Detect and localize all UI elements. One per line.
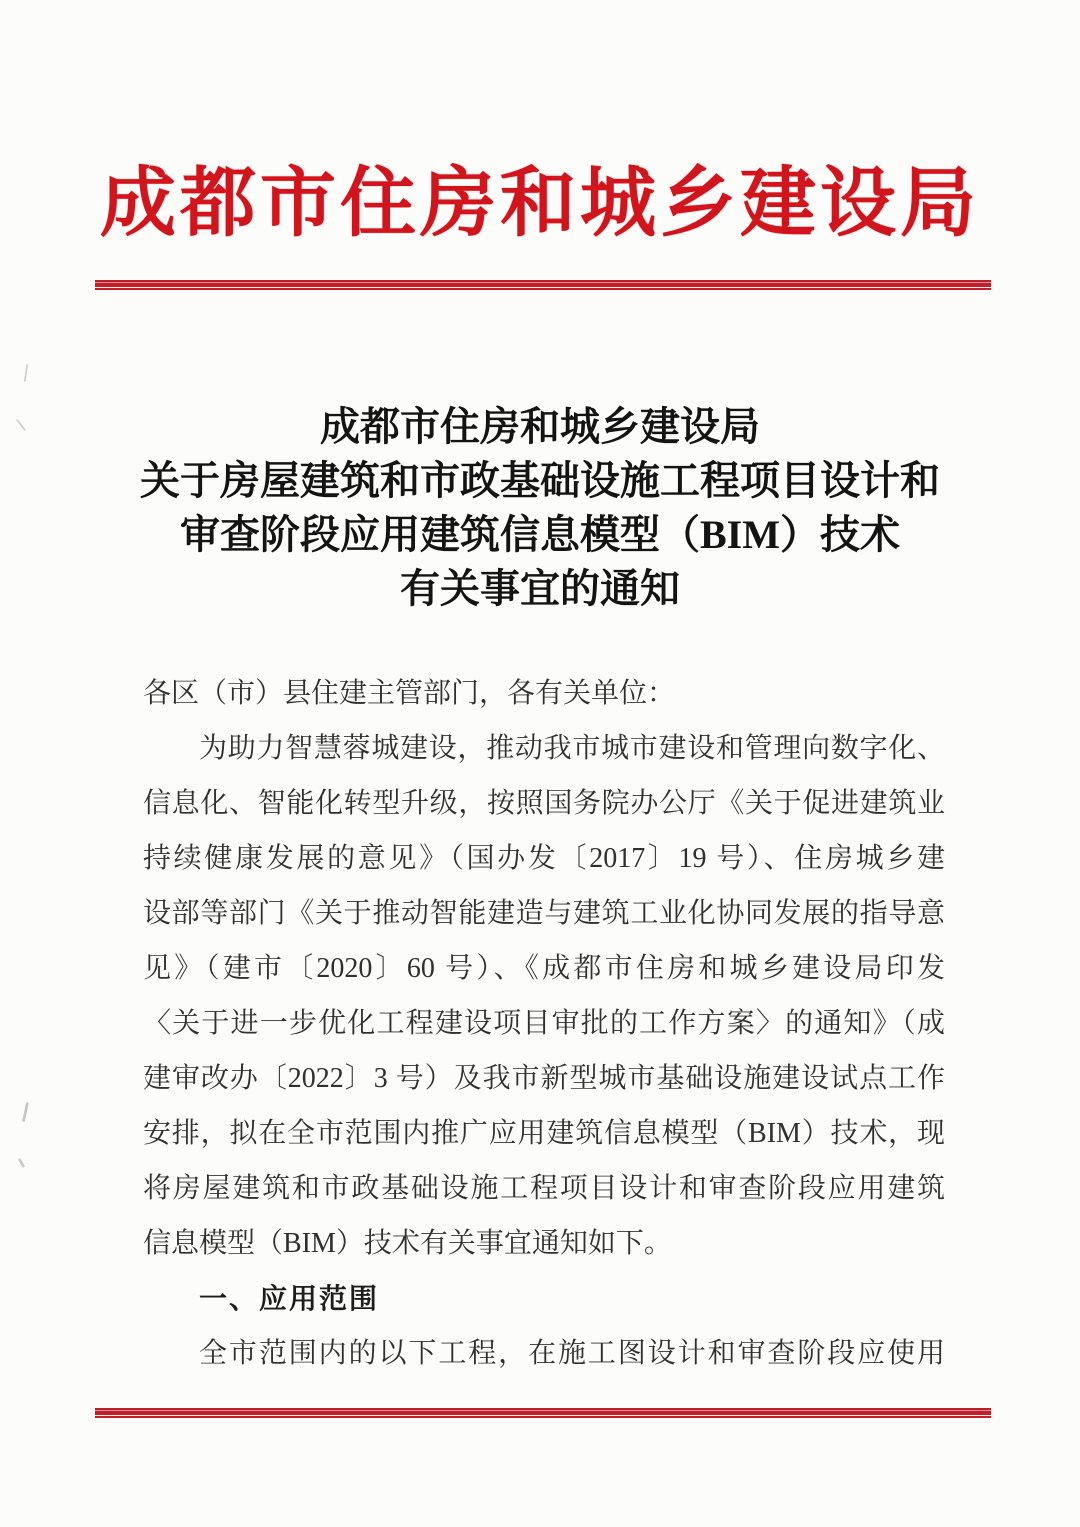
section-heading: 一、应用范围 [199,1283,380,1314]
letterhead-agency-name: 成都市住房和城乡建设局 [100,162,980,246]
document-body [143,666,945,1381]
body-line: 为助力智慧蓉城建设，推动我市城市建设和管理向数字化、 [199,733,945,764]
body-line: 安排，拟在全市范围内推广应用建筑信息模型（BIM）技术，现 [143,1118,945,1149]
document-title-line: 有关事宜的通知 [400,566,680,611]
body-line: 将房屋建筑和市政基础设施工程项目设计和审查阶段应用建筑 [143,1173,945,1204]
body-line: 全市范围内的以下工程，在施工图设计和审查阶段应使用 [199,1338,945,1369]
body-line: 信息模型（BIM）技术有关事宜通知如下。 [143,1228,672,1259]
body-line: 〈关于进一步优化工程建设项目审批的工作方案〉的通知》（成 [143,1008,945,1039]
document-title-line: 成都市住房和城乡建设局 [320,404,760,449]
body-line: 信息化、智能化转型升级，按照国务院办公厅《关于促进建筑业 [143,788,945,819]
scan-artifact [18,1158,26,1168]
scan-artifact [24,364,28,382]
document-title-line: 审查阶段应用建筑信息模型（BIM）技术 [180,512,900,557]
document-title [138,400,942,616]
body-line: 设部等部门《关于推动智能建造与建筑工业化协同发展的指导意 [143,898,945,929]
body-line: 建审改办〔2022〕3 号）及我市新型城市基础设施建设试点工作 [143,1063,945,1094]
footer-divider-rule [95,1408,991,1418]
salutation-line: 各区（市）县住建主管部门，各有关单位： [143,678,676,709]
scan-artifact [16,419,26,431]
body-line: 见》（建市〔2020〕60 号）、《成都市住房和城乡建设局印发 [143,953,945,984]
document-title-line: 关于房屋建筑和市政基础设施工程项目设计和 [140,458,940,503]
letterhead-divider-rule [95,280,991,290]
scan-artifact [22,1102,29,1122]
body-line: 持续健康发展的意见》（国办发〔2017〕19 号）、住房城乡建 [143,843,945,874]
